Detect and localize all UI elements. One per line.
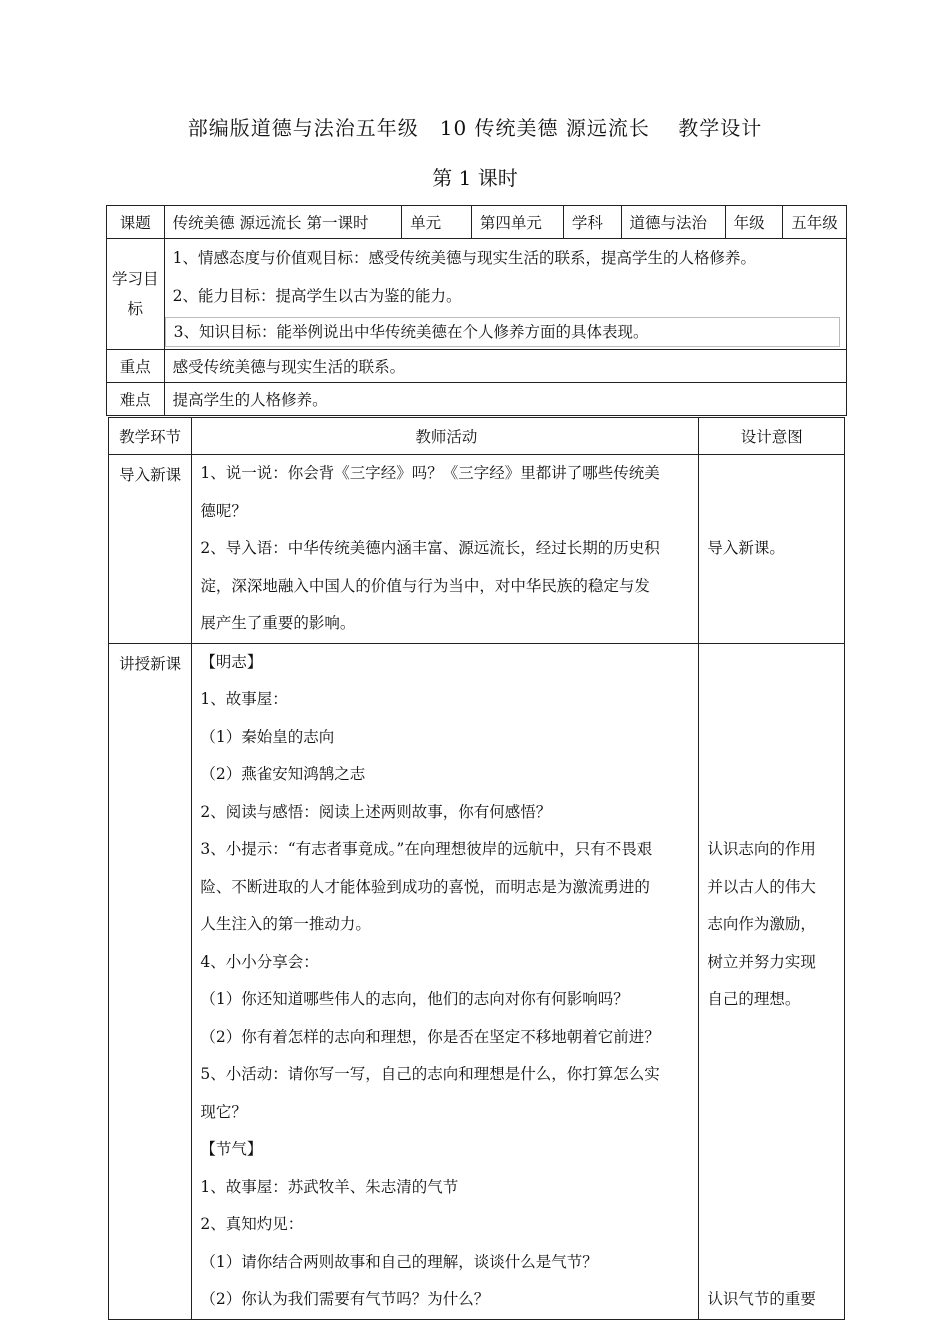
activity-line: 5、小活动：请你写一写，自己的志向和理想是什么，你打算怎么实 [200,1065,660,1083]
intro-intent [699,455,845,644]
document-subtitle: 第 1 课时 [432,166,518,190]
activity-line: （1）你还知道哪些伟人的志向，他们的志向对你有何影响吗？ [200,990,629,1008]
course-info-table [106,205,847,416]
unit-value: 第四单元 [471,206,563,239]
key-point-value: 感受传统美德与现实生活的联系。 [164,350,846,383]
activity-line: （1）请你结合两则故事和自己的理解，谈谈什么是气节？ [200,1252,598,1271]
teach-stage: 讲授新课 [109,643,192,1319]
activity-line: 2、阅读与感悟：阅读上述两则故事，你有何感悟？ [200,802,552,821]
activity-line: （2）你有着怎样的志向和理想，你是否在坚定不移地朝着它前进？ [200,1027,660,1046]
teach-row [109,643,845,1319]
header-activity: 教师活动 [192,418,699,455]
header-stage: 教学环节 [109,418,192,455]
grade-value: 五年级 [783,206,847,239]
teach-intent [699,643,845,1319]
activity-line: 德呢？ [200,501,247,520]
key-point-row [107,350,847,383]
activity-line: （2）你认为我们需要有气节吗？为什么？ [200,1290,490,1308]
intent-line: 并以古人的伟大 [707,877,816,896]
header-intent: 设计意图 [699,418,845,455]
intent-line: 志向作为激励， [707,915,816,933]
activity-line: 2、导入语：中华传统美德内涵丰富、源远流长，经过长期的历史积 [200,539,660,557]
goals-label: 学习目标 [107,239,165,350]
activity-line: 1、故事屋：苏武牧羊、朱志清的气节 [200,1177,459,1196]
intent-line: 认识志向的作用 [707,840,816,858]
intent-line: 导入新课。 [707,539,785,557]
intent-line: 树立并努力实现 [707,952,816,971]
goals-content [164,239,846,350]
document-title: 部编版道德与法治五年级 10 传统美德 源远流长 教学设计 [187,116,763,140]
topic-label: 课题 [107,206,165,239]
unit-label: 单元 [402,206,472,239]
difficulty-label: 难点 [107,383,165,416]
key-point-label: 重点 [107,350,165,383]
activity-line: 1、说一说：你会背《三字经》吗？《三字经》里都讲了哪些传统美 [200,464,660,482]
goal-item: 3、知识目标：能举例说出中华传统美德在个人修养方面的具体表现。 [165,317,840,347]
activity-line: 4、小小分享会： [200,952,319,971]
activity-line: 险、不断进取的人才能体验到成功的喜悦，而明志是为激流勇进的 [200,877,650,896]
topic-value: 传统美德 源远流长 第一课时 [164,206,402,239]
intent-line: 自己的理想。 [707,990,801,1008]
activity-line: （2）燕雀安知鸿鹄之志 [200,765,366,783]
activity-line: 【明志】 [200,652,263,671]
subject-value: 道德与法治 [621,206,725,239]
activity-line: 【节气】 [200,1140,263,1158]
intro-row [109,455,845,644]
goals-row [107,239,847,350]
intro-stage: 导入新课 [109,455,192,644]
intent-line: 认识气节的重要 [707,1290,816,1308]
goal-item: 2、能力目标：提高学生以古为鉴的能力。 [172,287,462,305]
activity-line: （1）秦始皇的志向 [200,727,335,746]
activity-line: 人生注入的第一推动力。 [200,915,371,933]
grade-label: 年级 [725,206,783,239]
activity-line: 淀，深深地融入中国人的价值与行为当中，对中华民族的稳定与发 [200,576,650,595]
intro-activity [192,455,699,644]
difficulty-row [107,383,847,416]
lesson-header-row [109,418,845,455]
activity-line: 1、故事屋： [200,690,288,708]
activity-line: 展产生了重要的影响。 [200,614,356,632]
activity-line: 2、真知灼见： [200,1215,304,1233]
difficulty-value: 提高学生的人格修养。 [164,383,846,416]
activity-line: 3、小提示：“有志者事竟成。”在向理想彼岸的远航中，只有不畏艰 [200,840,653,858]
goal-item: 1、情感态度与价值观目标：感受传统美德与现实生活的联系，提高学生的人格修养。 [172,249,756,267]
teach-activity [192,643,699,1319]
activity-line: 现它？ [200,1102,247,1121]
lesson-plan-table [108,417,845,1320]
subject-label: 学科 [563,206,621,239]
course-info-row [107,206,847,239]
